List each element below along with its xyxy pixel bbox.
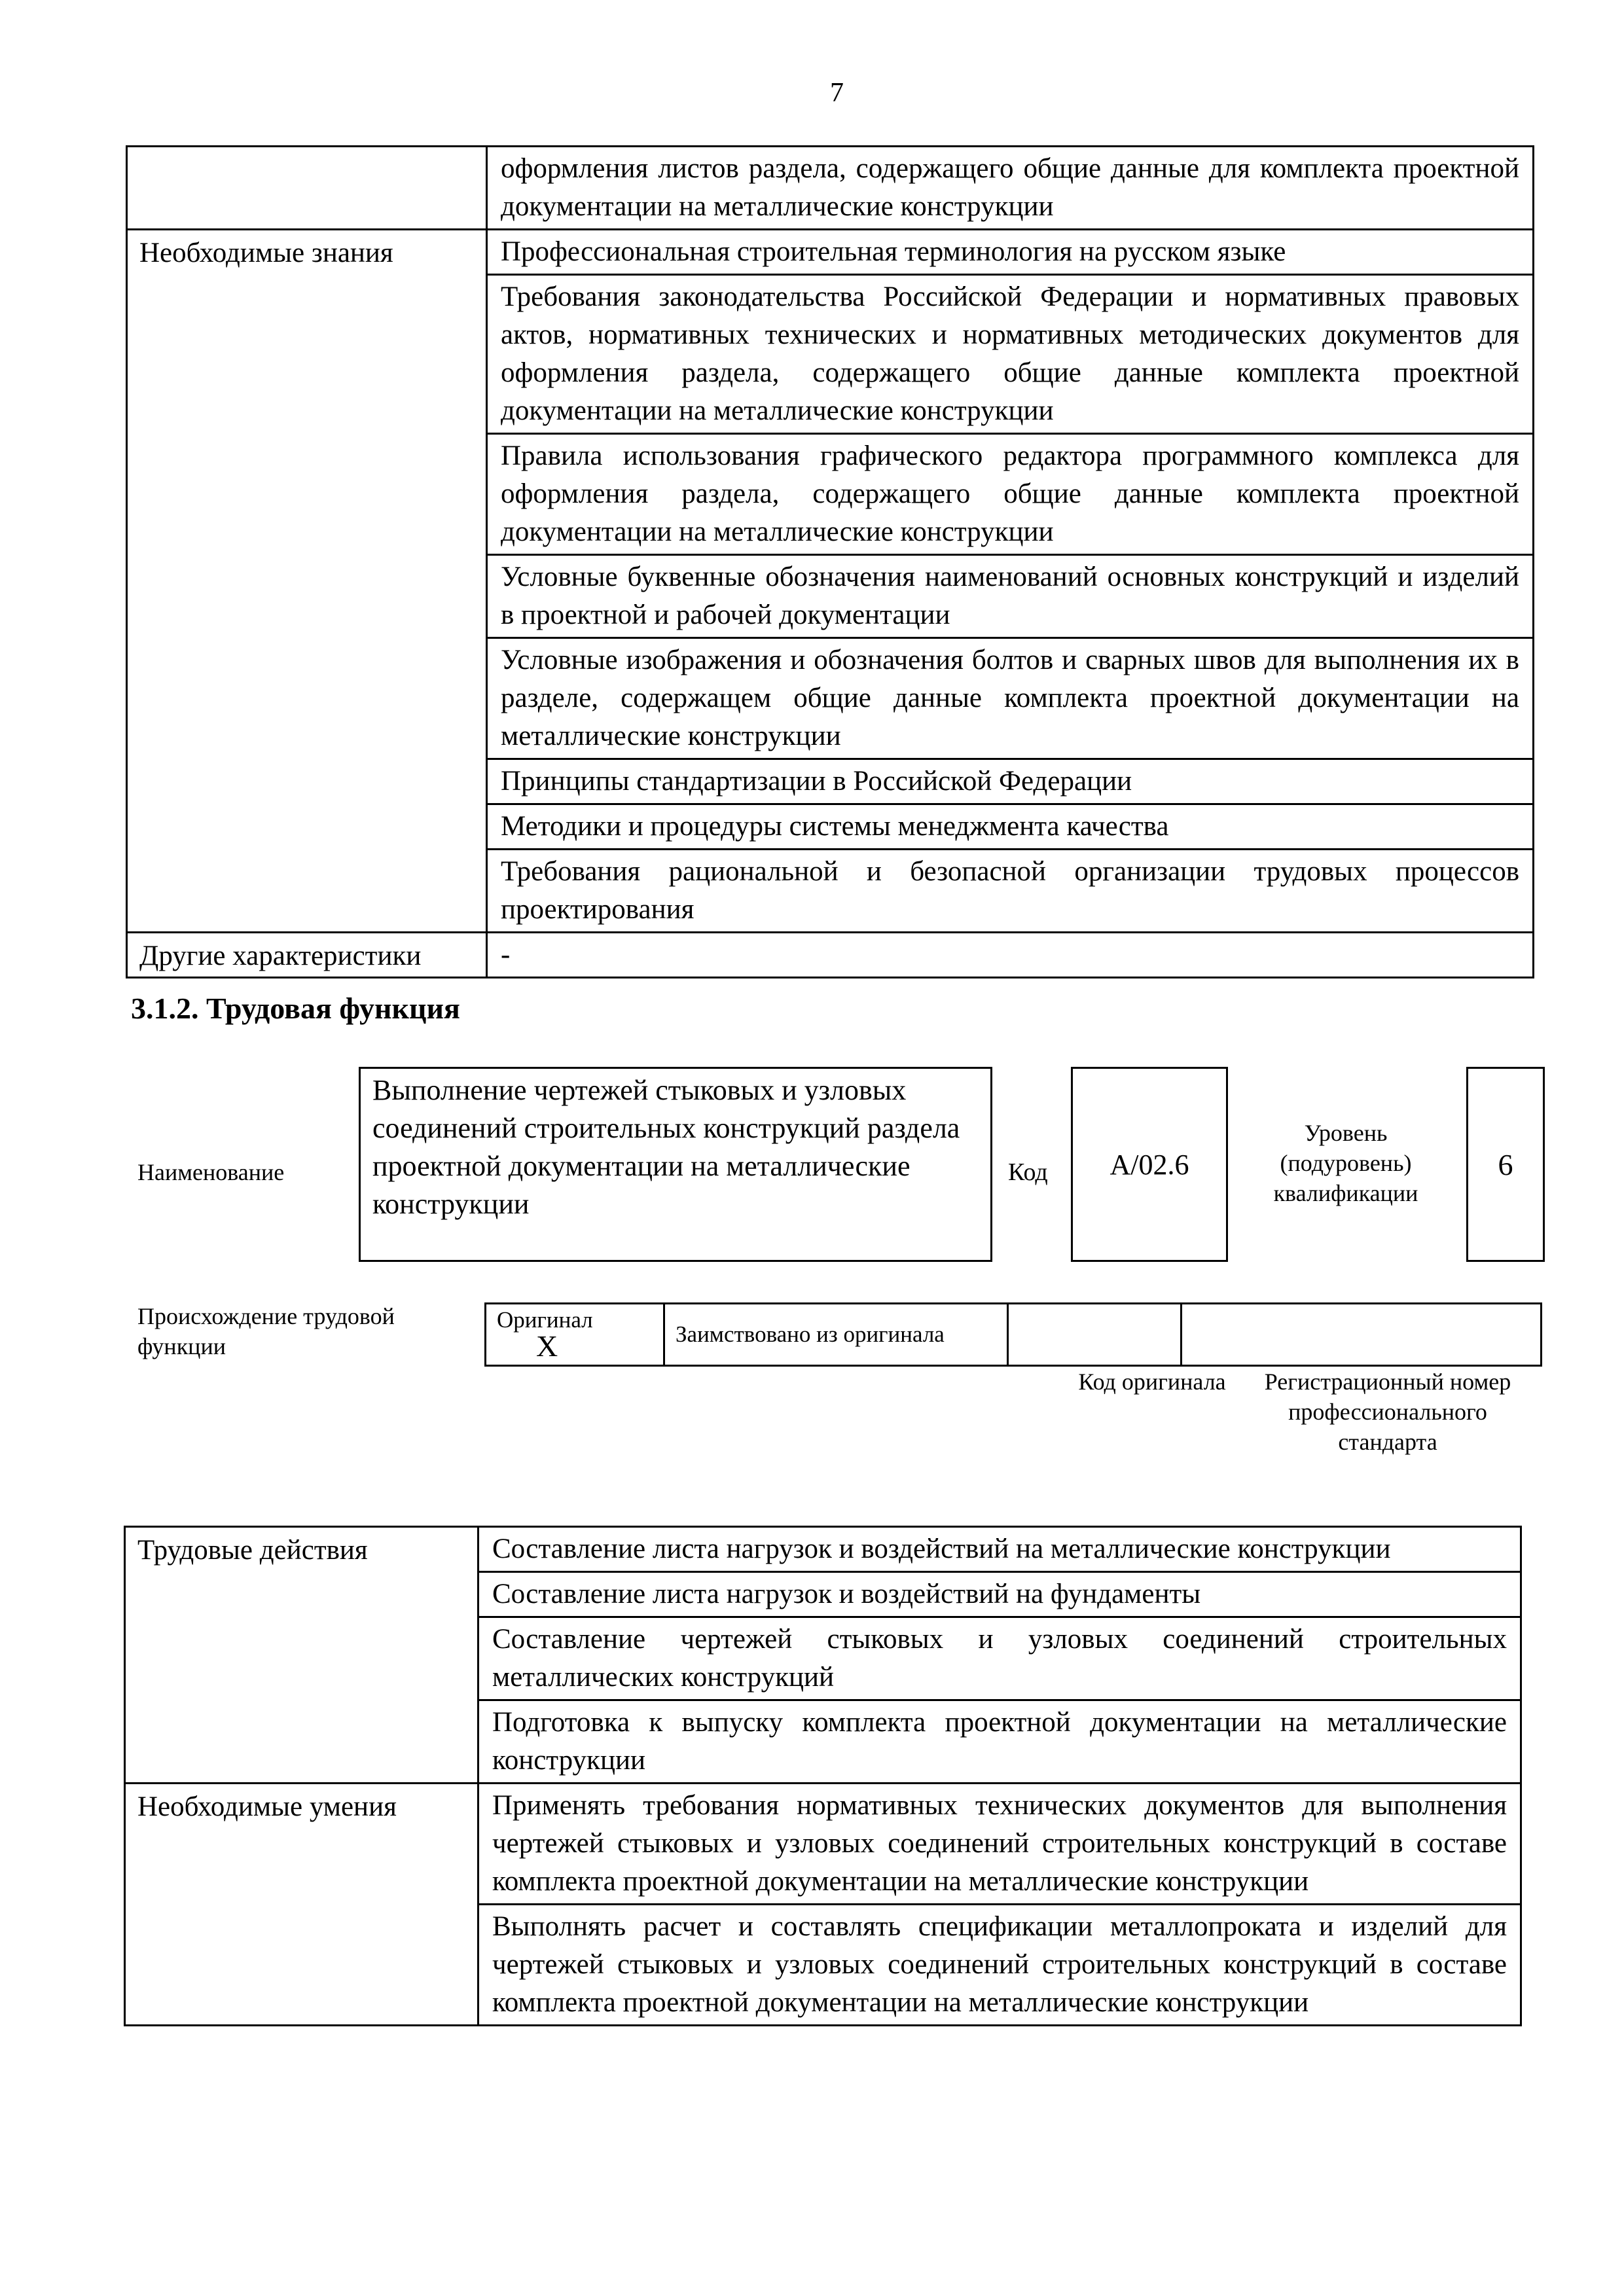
table-row: [127, 933, 1534, 978]
row-text: Применять требования нормативных технических документов для выполнения чертежей стыковых и узловых соединений строительных конструкций в составе комплекта проектной документации на металлические конструкции: [478, 1784, 1521, 1905]
row-label-other-characteristics: Другие характеристики: [127, 933, 487, 978]
section-title: 3.1.2. Трудовая функция: [131, 992, 460, 1025]
origin-code-cell: [1008, 1304, 1182, 1366]
origin-table: [484, 1302, 1542, 1367]
row-text: Составление листа нагрузок и воздействий на металлические конструкции: [478, 1527, 1521, 1572]
row-text: Профессиональная строительная терминология на русском языке: [487, 230, 1534, 275]
level-value-box: 6: [1466, 1067, 1545, 1262]
row-label-labor-actions: Трудовые действия: [125, 1527, 478, 1784]
row-text: Выполнять расчет и составлять спецификации металлопроката и изделий для чертежей стыковых и узловых соединений строительных конструкций в составе комплекта проектной документации на металлические конструкции: [478, 1905, 1521, 2026]
level-label: Уровень (подуровень) квалификации: [1273, 1120, 1418, 1206]
row-text: Составление чертежей стыковых и узловых соединений строительных металлических конструкций: [478, 1617, 1521, 1700]
function-code-box: A/02.6: [1071, 1067, 1228, 1262]
row-text: Составление листа нагрузок и воздействий на фундаменты: [478, 1572, 1521, 1617]
row-label-required-skills: Необходимые умения: [125, 1784, 478, 2026]
row-text: Условные изображения и обозначения болтов и сварных швов для выполнения их в разделе, содержащем общие данные комплекта проектной документации на металлические конструкции: [487, 638, 1534, 759]
table-row: [127, 230, 1534, 275]
row-text: Правила использования графического редактора программного комплекса для оформления раздела, содержащего общие данные комплекта проектной документации на металлические конструкции: [487, 434, 1534, 555]
origin-code-caption: Код оригинала: [1078, 1369, 1226, 1395]
row-text: Методики и процедуры системы менеджмента качества: [487, 804, 1534, 850]
row-text: Требования законодательства Российской Федерации и нормативных правовых актов, нормативных технических и нормативных методических документов для оформления раздела, содержащего общие данные комплекта проектной документации на металлические конструкции: [487, 275, 1534, 434]
row-text: Принципы стандартизации в Российской Федерации: [487, 759, 1534, 804]
knowledge-table: [126, 145, 1534, 978]
row-text: оформления листов раздела, содержащего общие данные для комплекта проектной документации на металлические конструкции: [487, 147, 1534, 230]
table-row: [125, 1527, 1521, 1572]
code-label: Код: [1008, 1158, 1048, 1186]
registration-number-cell: [1182, 1304, 1542, 1366]
name-label: Наименование: [137, 1159, 285, 1185]
original-label: Оригинал: [497, 1307, 593, 1333]
row-text: -: [487, 933, 1534, 978]
labor-actions-table: [124, 1526, 1522, 2026]
page-number-text: 7: [830, 78, 844, 108]
registration-number-caption: Регистрационный номер профессионального стандарта: [1264, 1369, 1511, 1455]
row-text: Требования рациональной и безопасной организации трудовых процессов проектирования: [487, 850, 1534, 933]
table-row: [125, 1784, 1521, 1905]
function-name-box: Выполнение чертежей стыковых и узловых соединений строительных конструкций раздела проектной документации на металлические конструкции: [359, 1067, 992, 1262]
row-label: [127, 147, 487, 230]
original-mark: X: [536, 1329, 558, 1363]
origin-label: Происхождение трудовой функции: [137, 1303, 395, 1359]
original-cell: [486, 1304, 664, 1366]
row-label-required-knowledge: Необходимые знания: [127, 230, 487, 933]
table-row: [127, 147, 1534, 230]
row-text: Подготовка к выпуску комплекта проектной документации на металлические конструкции: [478, 1700, 1521, 1784]
borrowed-cell: Заимствовано из оригинала: [664, 1304, 1008, 1366]
row-text: Условные буквенные обозначения наименований основных конструкций и изделий в проектной и рабочей документации: [487, 555, 1534, 638]
